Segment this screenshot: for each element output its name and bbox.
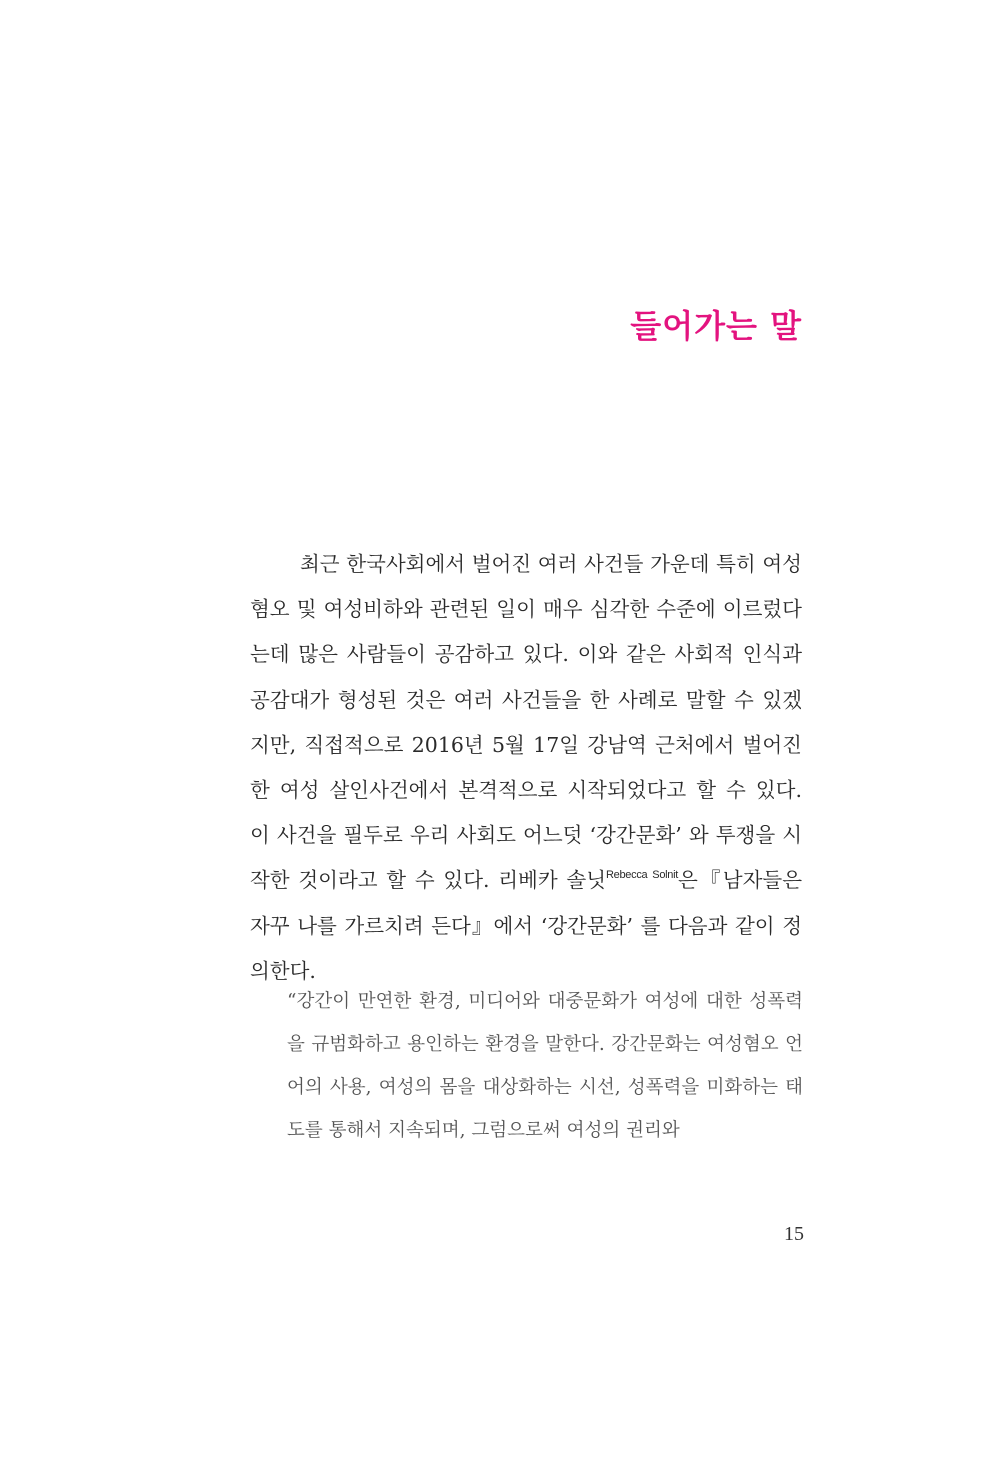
body-text-continued: 은『남자들은 자꾸 나를 가르치려 든다』에서 ‘강간문화’ 를 다음과 같이 정의한다.	[250, 868, 802, 983]
body-text-main: 최근 한국사회에서 벌어진 여러 사건들 가운데 특히 여성혐오 및 여성비하와 관련된 일이 매우 심각한 수준에 이르렀다는데 많은 사람들이 공감하고 있다. 이와 같은 사회적 인식과 공감대가 형성된 것은 여러 사건들을 한 사례로 말할 수 있겠지만, 직접적으로 2016년 5월 17일 강남역 근처에서 벌어진 한 여성 살인사건에서 본격적으로 시작되었다고 할 수 있다. 이 사건을 필두로 우리 사회도 어느덧 ‘강간문화’ 와 투쟁을 시작한 것이라고 할 수 있다. 리베카 솔닛	[250, 552, 802, 893]
chapter-title: 들어가는 말	[630, 307, 802, 345]
body-paragraph	[250, 542, 802, 994]
page-number: 15	[784, 1223, 804, 1245]
block-quote: “강간이 만연한 환경, 미디어와 대중문화가 여성에 대한 성폭력을 규범화하고 용인하는 환경을 말한다. 강간문화는 여성혐오 언어의 사용, 여성의 몸을 대상화하는 시선, 성폭력을 미화하는 태도를 통해서 지속되며, 그럼으로써 여성의 권리와	[287, 991, 803, 1141]
author-name-superscript: Rebecca Solnit	[606, 869, 679, 882]
